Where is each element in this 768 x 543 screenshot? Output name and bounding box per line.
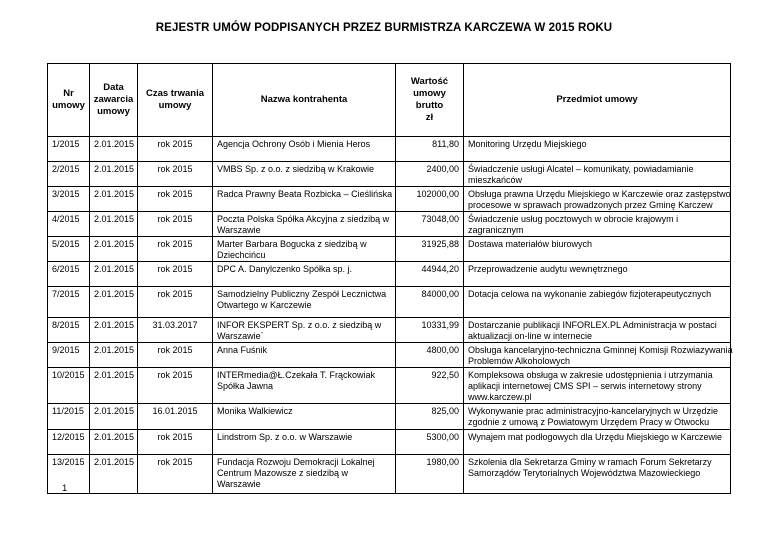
cell-czas: 16.01.2015 — [138, 404, 213, 430]
table-row — [48, 430, 731, 455]
table-row — [48, 262, 731, 287]
table-row — [48, 212, 731, 237]
cell-kontrahent: Fundacja Rozwoju Demokracji Lokalnej Centrum Mazowsze z siedzibą w Warszawie — [213, 455, 396, 494]
cell-wartosc: 4800,00 — [396, 343, 464, 368]
cell-data: 2.01.2015 — [90, 187, 138, 212]
table-row — [48, 404, 731, 430]
cell-nr: 11/2015 — [48, 404, 90, 430]
cell-nr: 7/2015 — [48, 287, 90, 318]
cell-nr: 13/2015 — [48, 455, 90, 494]
cell-data: 2.01.2015 — [90, 404, 138, 430]
header-wartosc: Wartość umowy brutto zł — [396, 64, 464, 137]
header-data: Data zawarcia umowy — [90, 64, 138, 137]
cell-wartosc: 922,50 — [396, 368, 464, 404]
cell-data: 2.01.2015 — [90, 343, 138, 368]
cell-czas: rok 2015 — [138, 212, 213, 237]
cell-nr: 10/2015 — [48, 368, 90, 404]
cell-przedmiot: Dostawa materiałów biurowych — [464, 237, 731, 262]
cell-kontrahent: Poczta Polska Spółka Akcyjna z siedzibą w Warszawie — [213, 212, 396, 237]
cell-wartosc: 84000,00 — [396, 287, 464, 318]
header-nr: Nr umowy — [48, 64, 90, 137]
page-number: 1 — [62, 483, 68, 494]
cell-przedmiot: Przeprowadzenie audytu wewnętrznego — [464, 262, 731, 287]
cell-data: 2.01.2015 — [90, 455, 138, 494]
cell-nr: 3/2015 — [48, 187, 90, 212]
cell-data: 2.01.2015 — [90, 237, 138, 262]
cell-przedmiot: Monitoring Urzędu Miejskiego — [464, 137, 731, 162]
cell-kontrahent: DPC A. Danylczenko Spółka sp. j. — [213, 262, 396, 287]
cell-czas: rok 2015 — [138, 455, 213, 494]
cell-data: 2.01.2015 — [90, 162, 138, 187]
cell-czas: rok 2015 — [138, 187, 213, 212]
cell-kontrahent: Monika Walkiewicz — [213, 404, 396, 430]
cell-kontrahent: Radca Prawny Beata Rozbicka – Cieślińska — [213, 187, 396, 212]
cell-przedmiot: Wynajem mat podłogowych dla Urzędu Miejskiego w Karczewie — [464, 430, 731, 455]
cell-przedmiot: Świadczenie usługi Alcatel – komunikaty, powiadamianie mieszkańców — [464, 162, 731, 187]
cell-wartosc: 5300,00 — [396, 430, 464, 455]
cell-wartosc: 44944,20 — [396, 262, 464, 287]
cell-data: 2.01.2015 — [90, 262, 138, 287]
table-row — [48, 368, 731, 404]
cell-nr: 6/2015 — [48, 262, 90, 287]
table-header-row — [48, 64, 731, 137]
cell-czas: rok 2015 — [138, 162, 213, 187]
cell-wartosc: 825,00 — [396, 404, 464, 430]
cell-kontrahent: Marter Barbara Bogucka z siedzibą w Dziechcińcu — [213, 237, 396, 262]
cell-nr: 4/2015 — [48, 212, 90, 237]
cell-czas: rok 2015 — [138, 237, 213, 262]
cell-czas: rok 2015 — [138, 262, 213, 287]
header-przedmiot: Przedmiot umowy — [464, 64, 731, 137]
cell-czas: rok 2015 — [138, 368, 213, 404]
table-row — [48, 287, 731, 318]
cell-czas: rok 2015 — [138, 137, 213, 162]
cell-data: 2.01.2015 — [90, 368, 138, 404]
cell-przedmiot: Świadczenie usług pocztowych w obrocie krajowym i zagranicznym — [464, 212, 731, 237]
cell-przedmiot: Obsługa kancelaryjno-techniczna Gminnej Komisji Rozwiazywania Problemów Alkoholowych — [464, 343, 731, 368]
table-row — [48, 187, 731, 212]
cell-kontrahent: Samodzielny Publiczny Zespół Lecznictwa Otwartego w Karczewie — [213, 287, 396, 318]
cell-czas: rok 2015 — [138, 343, 213, 368]
cell-data: 2.01.2015 — [90, 287, 138, 318]
cell-czas: 31.03.2017 — [138, 318, 213, 343]
cell-przedmiot: Kompleksowa obsługa w zakresie udostępnienia i utrzymania aplikacji internetowej CMS SPI – serwis internetowy strony www.karczew.pl — [464, 368, 731, 404]
cell-nr: 9/2015 — [48, 343, 90, 368]
cell-przedmiot: Dostarczanie publikacji INFORLEX.PL Administracja w postaci aktualizacji on-line w internecie — [464, 318, 731, 343]
cell-przedmiot: Wykonywanie prac administracyjno-kancelaryjnych w Urzędzie zgodnie z umową z Powiatowym Urzędem Pracy w Otwocku — [464, 404, 731, 430]
cell-kontrahent: VMBS Sp. z o.o. z siedzibą w Krakowie — [213, 162, 396, 187]
cell-kontrahent: Anna Fuśnik — [213, 343, 396, 368]
contracts-table — [47, 63, 731, 494]
cell-przedmiot: Obsługa prawna Urzędu Miejskiego w Karczewie oraz zastępstwo procesowe w sprawach prowadzonych przez Gminę Karczew — [464, 187, 731, 212]
cell-nr: 1/2015 — [48, 137, 90, 162]
cell-przedmiot: Szkolenia dla Sekretarza Gminy w ramach Forum Sekretarzy Samorządów Terytorialnych Województwa Mazowieckiego — [464, 455, 731, 494]
cell-wartosc: 2400,00 — [396, 162, 464, 187]
cell-kontrahent: Lindstrom Sp. z o.o. w Warszawie — [213, 430, 396, 455]
cell-wartosc: 73048,00 — [396, 212, 464, 237]
cell-data: 2.01.2015 — [90, 137, 138, 162]
cell-wartosc: 102000,00 — [396, 187, 464, 212]
cell-data: 2.01.2015 — [90, 430, 138, 455]
table-row — [48, 237, 731, 262]
table-row — [48, 343, 731, 368]
cell-nr: 8/2015 — [48, 318, 90, 343]
cell-data: 2.01.2015 — [90, 318, 138, 343]
header-czas: Czas trwania umowy — [138, 64, 213, 137]
cell-wartosc: 811,80 — [396, 137, 464, 162]
cell-przedmiot: Dotacja celowa na wykonanie zabiegów fizjoterapeutycznych — [464, 287, 731, 318]
cell-nr: 2/2015 — [48, 162, 90, 187]
table-row — [48, 162, 731, 187]
table-row — [48, 137, 731, 162]
cell-kontrahent: INFOR EKSPERT Sp. z o.o. z siedzibą w Warszawie` — [213, 318, 396, 343]
cell-nr: 5/2015 — [48, 237, 90, 262]
header-kontrahent: Nazwa kontrahenta — [213, 64, 396, 137]
cell-czas: rok 2015 — [138, 287, 213, 318]
table-row — [48, 318, 731, 343]
cell-wartosc: 1980,00 — [396, 455, 464, 494]
table-row — [48, 455, 731, 494]
document-title: REJESTR UMÓW PODPISANYCH PRZEZ BURMISTRZA KARCZEWA W 2015 ROKU — [155, 22, 613, 34]
cell-czas: rok 2015 — [138, 430, 213, 455]
cell-nr: 12/2015 — [48, 430, 90, 455]
cell-wartosc: 31925,88 — [396, 237, 464, 262]
cell-kontrahent: INTERmedia@Ł.Czekała T. Frąckowiak Spółka Jawna — [213, 368, 396, 404]
cell-kontrahent: Agencja Ochrony Osób i Mienia Heros — [213, 137, 396, 162]
cell-data: 2.01.2015 — [90, 212, 138, 237]
cell-wartosc: 10331,99 — [396, 318, 464, 343]
